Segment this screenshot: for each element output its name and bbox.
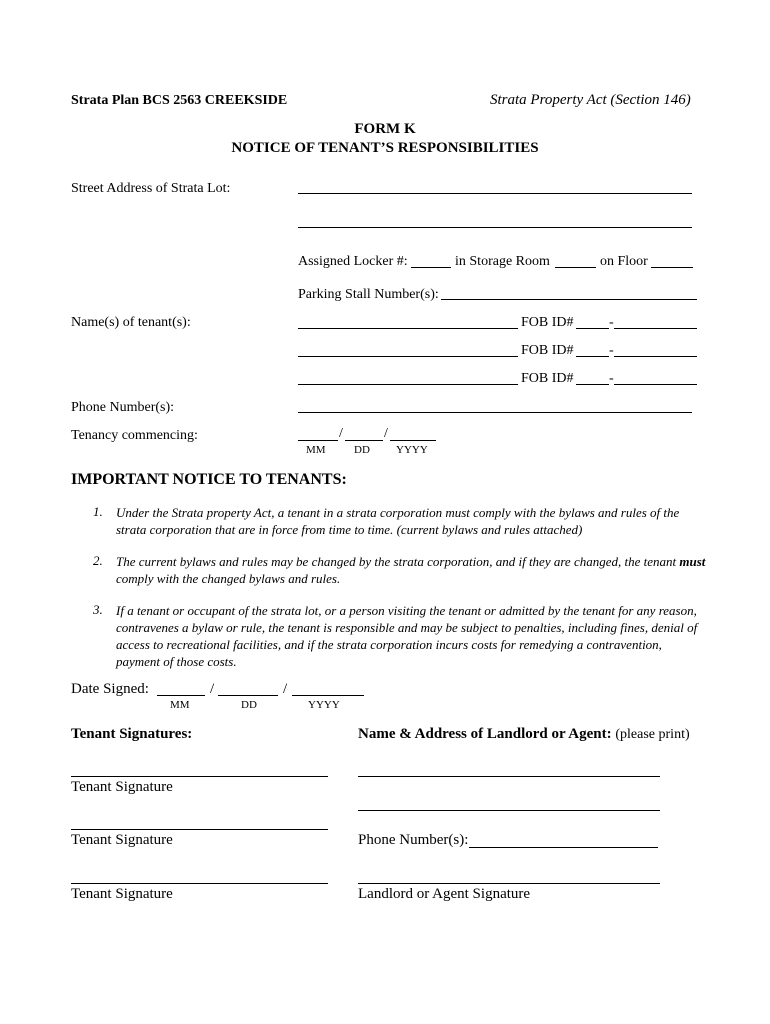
phone-line[interactable] xyxy=(298,412,692,413)
notice-item-1-number: 1. xyxy=(93,504,103,519)
tenancy-dd-line[interactable] xyxy=(345,440,383,441)
tenant-name-line-3[interactable] xyxy=(298,384,518,385)
landlord-signature-label: Landlord or Agent Signature xyxy=(358,886,531,902)
notice-item-2-number: 2. xyxy=(93,553,103,568)
landlord-signature-line[interactable] xyxy=(358,883,660,884)
date-signed-yyyy-caption: YYYY xyxy=(308,699,340,711)
notice-item-2-emphasis: must xyxy=(679,554,706,569)
strata-plan-label: Strata Plan BCS 2563 CREEKSIDE xyxy=(71,93,288,108)
date-signed-mm-line[interactable] xyxy=(157,695,205,696)
tenant-signatures-heading: Tenant Signatures: xyxy=(71,726,193,742)
date-signed-slash-2: / xyxy=(283,681,288,697)
form-subtitle: NOTICE OF TENANT’S RESPONSIBILITIES xyxy=(231,140,539,156)
parking-label: Parking Stall Number(s): xyxy=(298,287,439,302)
landlord-heading-text: Name & Address of Landlord or Agent: xyxy=(358,726,612,742)
fob-id-part2-line-2[interactable] xyxy=(614,356,697,357)
notice-item-3-text: If a tenant or occupant of the strata lot, or a person visiting the tenant or admitted by the tenant for any reason, contravenes a bylaw or rule, the tenant is responsible and may be subject to penalties, including fines, denial of access to recreational facilities, and if the strata corporation incurs costs for remedying a contravention, payment of those costs. xyxy=(116,603,698,669)
fob-id-part1-line-2[interactable] xyxy=(576,356,609,357)
date-signed-dd-caption: DD xyxy=(241,699,257,711)
tenancy-yyyy-line[interactable] xyxy=(390,440,436,441)
landlord-name-line-1[interactable] xyxy=(358,776,660,777)
tenancy-slash-1: / xyxy=(339,426,343,441)
tenant-name-line-1[interactable] xyxy=(298,328,518,329)
tenancy-yyyy-caption: YYYY xyxy=(396,444,428,456)
landlord-name-line-2[interactable] xyxy=(358,810,660,811)
notice-item-2-text xyxy=(116,553,706,587)
floor-label: on Floor xyxy=(600,254,648,269)
notice-item-2-text-before: The current bylaws and rules may be changed by the strata corporation, and if they are changed, the tenant xyxy=(116,554,680,569)
tenancy-slash-2: / xyxy=(384,426,388,441)
tenant-signature-label-1: Tenant Signature xyxy=(71,779,173,795)
tenant-signature-label-3: Tenant Signature xyxy=(71,886,173,902)
parking-line[interactable] xyxy=(441,299,697,300)
date-signed-mm-caption: MM xyxy=(170,699,190,711)
date-signed-label: Date Signed: xyxy=(71,681,149,697)
tenant-name-line-2[interactable] xyxy=(298,356,518,357)
landlord-phone-line[interactable] xyxy=(469,847,658,848)
fob-label-1: FOB ID# xyxy=(521,315,574,330)
fob-dash-1: - xyxy=(609,315,614,330)
tenant-signature-label-2: Tenant Signature xyxy=(71,832,173,848)
tenancy-mm-line[interactable] xyxy=(298,440,338,441)
date-signed-yyyy-line[interactable] xyxy=(292,695,364,696)
locker-number-line[interactable] xyxy=(411,267,451,268)
fob-id-part1-line-1[interactable] xyxy=(576,328,609,329)
notice-item-1-text: Under the Strata property Act, a tenant in a strata corporation must comply with the bylaws and rules of the strata corporation that are in force from time to time. (current bylaws and rules attached) xyxy=(116,505,680,537)
tenant-signature-line-3[interactable] xyxy=(71,883,328,884)
notice-heading: IMPORTANT NOTICE TO TENANTS: xyxy=(71,471,347,488)
tenant-signature-line-2[interactable] xyxy=(71,829,328,830)
fob-id-part1-line-3[interactable] xyxy=(576,384,609,385)
phone-label: Phone Number(s): xyxy=(71,400,175,415)
fob-dash-3: - xyxy=(609,371,614,386)
notice-item-2-text-after: comply with the changed bylaws and rules. xyxy=(116,571,341,586)
fob-id-part2-line-1[interactable] xyxy=(614,328,697,329)
fob-id-part2-line-3[interactable] xyxy=(614,384,697,385)
street-address-label: Street Address of Strata Lot: xyxy=(71,181,231,196)
locker-label: Assigned Locker #: xyxy=(298,254,408,269)
storage-room-label: in Storage Room xyxy=(455,254,550,269)
storage-room-line[interactable] xyxy=(555,267,596,268)
notice-item-3-number: 3. xyxy=(93,602,103,617)
landlord-phone-label: Phone Number(s): xyxy=(358,832,469,848)
fob-label-2: FOB ID# xyxy=(521,343,574,358)
tenant-names-label: Name(s) of tenant(s): xyxy=(71,315,191,330)
date-signed-dd-line[interactable] xyxy=(218,695,278,696)
tenancy-mm-caption: MM xyxy=(306,444,326,456)
street-address-line-1[interactable] xyxy=(298,193,692,194)
tenancy-dd-caption: DD xyxy=(354,444,370,456)
fob-label-3: FOB ID# xyxy=(521,371,574,386)
date-signed-slash-1: / xyxy=(210,681,215,697)
landlord-heading xyxy=(358,726,690,743)
fob-dash-2: - xyxy=(609,343,614,358)
street-address-line-2[interactable] xyxy=(298,227,692,228)
floor-line[interactable] xyxy=(651,267,693,268)
form-title: FORM K xyxy=(354,121,416,137)
tenancy-label: Tenancy commencing: xyxy=(71,428,198,443)
tenant-signature-line-1[interactable] xyxy=(71,776,328,777)
act-reference: Strata Property Act (Section 146) xyxy=(490,92,691,108)
landlord-heading-note: (please print) xyxy=(615,727,690,742)
